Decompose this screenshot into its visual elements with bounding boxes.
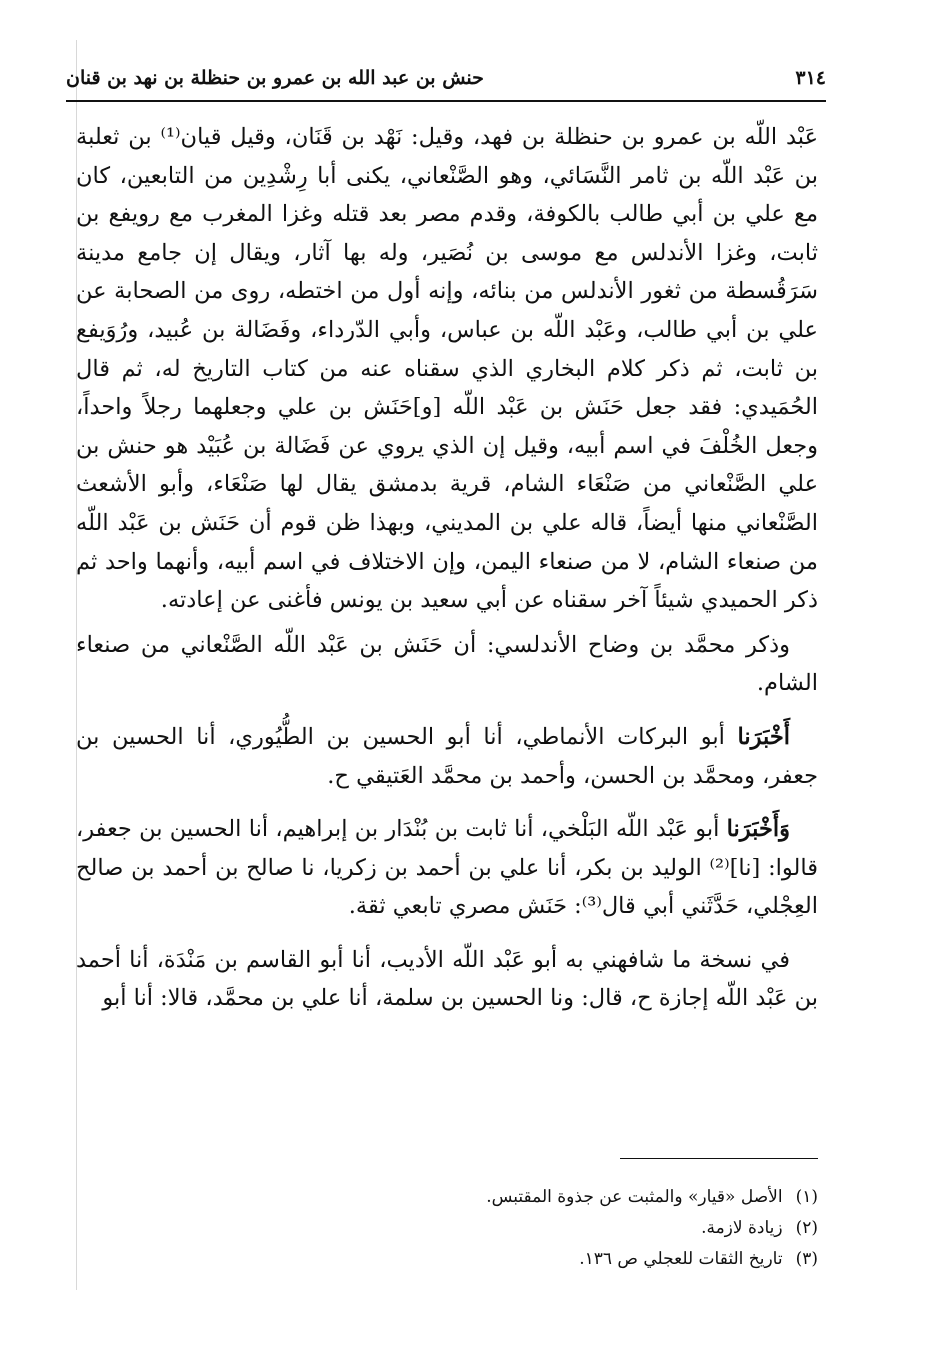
running-title: حنش بن عبد الله بن عمرو بن حنظلة بن نهد بن قنان <box>66 67 484 89</box>
footnote-3 <box>300 1244 818 1275</box>
footnote-number: (٢) <box>795 1218 818 1238</box>
footnote-text: تاريخ الثقات للعجلي ص ١٣٦. <box>579 1249 783 1269</box>
footnote-2 <box>300 1213 818 1244</box>
footnote-number: (١) <box>795 1187 818 1207</box>
page-number: ٣١٤ <box>795 67 826 89</box>
footnote-rule <box>620 1158 818 1159</box>
paragraph-nuskha: في نسخة ما شافهني به أبو عَبْد اللّه الأديب، أنا أبو القاسم بن مَنْدَة، أنا أحمد بن عَبْد اللّه إجازة ح، قال: ونا الحسين بن سلمة، أنا علي بن محمَّد، قالا: أنا أبو <box>76 946 818 1012</box>
paragraph-isnad-2 <box>76 810 818 926</box>
footnote-text: الأصل «قيار» والمثبت عن جذوة المقتبس. <box>486 1187 783 1207</box>
footnote-1 <box>300 1182 818 1213</box>
header-rule <box>66 100 826 102</box>
footnotes <box>300 1182 818 1275</box>
paragraph-ibn-waddah: وذكر محمَّد بن وضاح الأندلسي: أن حَنَش بن عَبْد اللّه الصَّنْعاني من صنعاء الشام. <box>76 631 818 697</box>
keyword-wa-akhbarana: وَأَخْبَرَنا <box>726 816 790 843</box>
isnad-1-text: أبو البركات الأنماطي، أنا أبو الحسين بن الطُّيُوري، أنا الحسين بن جعفر، ومحمَّد بن الحسن، وأحمد بن محمَّد العَتيقي ح. <box>76 723 818 789</box>
footnote-text: زيادة لازمة. <box>701 1218 783 1238</box>
paragraph-isnad-1 <box>76 718 818 795</box>
footnote-number: (٣) <box>795 1249 818 1269</box>
main-text <box>76 118 818 1018</box>
paragraph-biography: عَبْد اللّه بن عمرو بن حنظلة بن فهد، وقيل: نَهْد بن قَنَان، وقيل قيان⁽¹⁾ بن ثعلبة بن عَبْد اللّه بن ثامر النَّسَائي، وهو الصَّنْعاني، يكنى أبا رِشْدِين من التابعين، كان مع علي بن أبي طالب بالكوفة، وقدم مصر بعد قتله وغزا المغرب مع رويفع بن ثابت، وغزا الأندلس مع موسى بن نُصَير، وله بها آثار، ويقال إن جامع مدينة سَرَقُسطة من ثغور الأندلس من بنائه، وإنه أول من اختطه، روى من الصحابة عن علي بن أبي طالب، وعَبْد اللّه بن عباس، وأبي الدّرداء، وفَضَالة بن عُبيد، ورُوَيفع بن ثابت، ثم ذكر كلام البخاري الذي سقناه عنه من كتاب التاريخ له، ثم قال الحُمَيدي: فقد جعل حَنَش بن عَبْد اللّه [و]حَنَش بن علي وجعلهما رجلاً واحداً، وجعل الخُلْفَ في اسم أبيه، وقيل إن الذي يروي عن فَضَالة بن عُبَيْد هو حنش بن علي الصَّنْعاني من صَنْعَاء الشام، قرية بدمشق يقال لها صَنْعَاء، وأبو الأشعث الصَّنْعاني منها أيضاً، قاله علي بن المديني، وبهذا ظن قوم أن حَنَش بن عَبْد اللّه من صنعاء الشام، لا من صنعاء اليمن، وإن الاختلاف في اسم أبيه، وأنهما واحد ثم ذكر الحميدي شيئاً آخر سقناه عن أبي سعيد بن يونس فأغنى عن إعادته. <box>76 124 819 614</box>
isnad-2-text: أبو عَبْد اللّه البَلْخي، أنا ثابت بن بُنْدَار بن إبراهيم، أنا الحسين بن جعفر، قالوا: [نا]⁽²⁾ الوليد بن بكر، أنا علي بن أحمد بن زكريا، نا صالح بن أحمد بن صالح العِجْلي، حَدَّثَني أبي قال⁽³⁾: حَنَش مصري تابعي ثقة. <box>76 816 818 920</box>
page-header <box>66 58 826 98</box>
keyword-akhbarana: أَخْبَرَنا <box>737 723 790 750</box>
